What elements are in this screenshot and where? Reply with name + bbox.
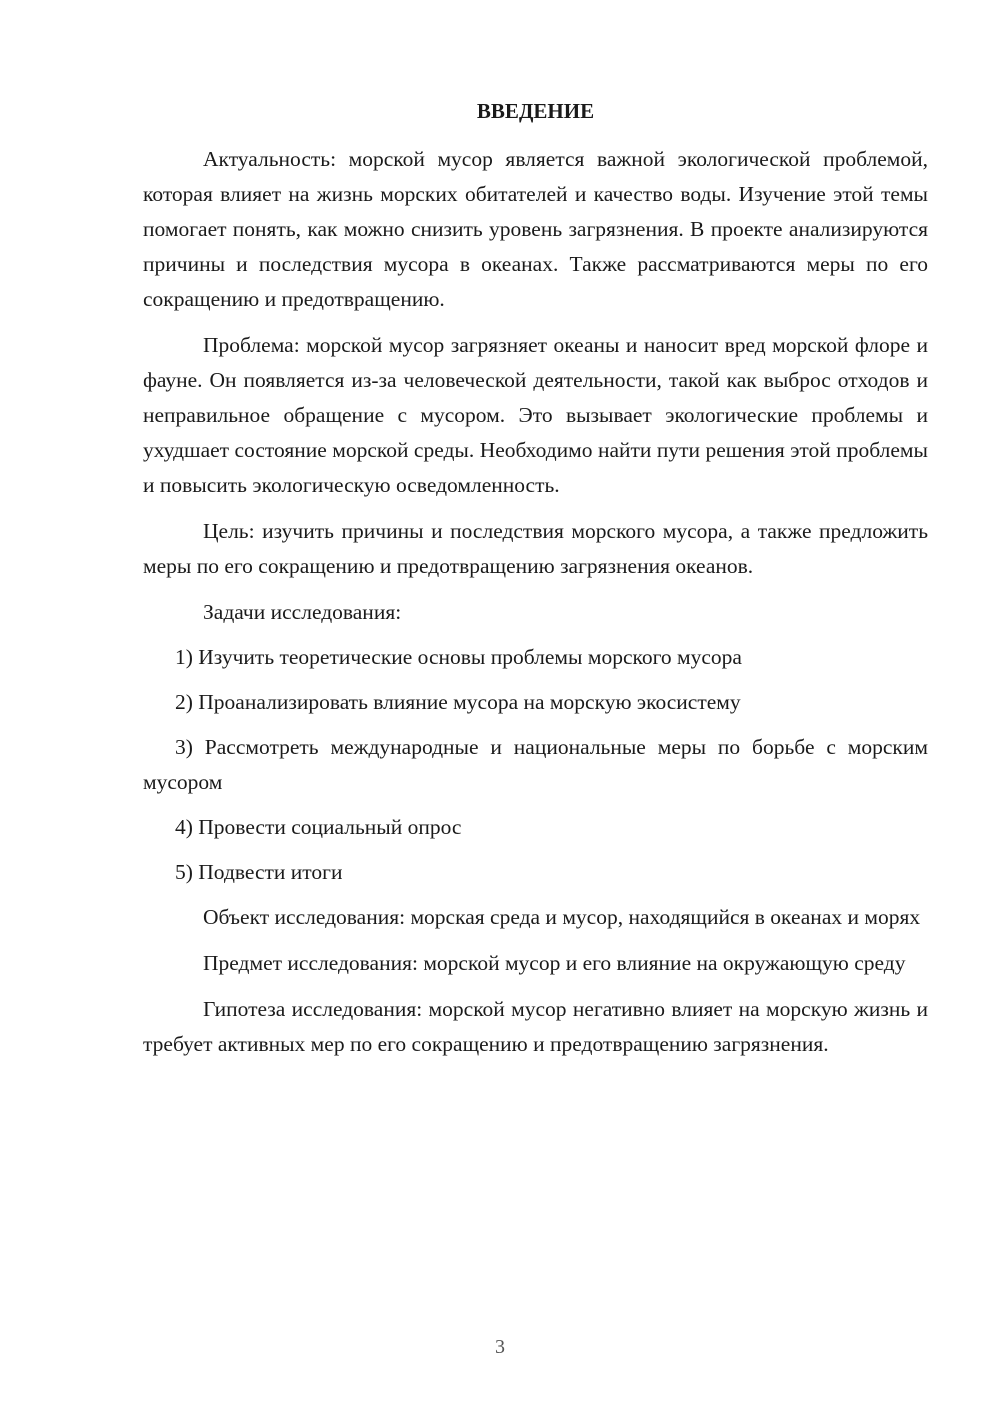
page-title: ВВЕДЕНИЕ <box>476 99 595 123</box>
list-item-task-5: 5) Подвести итоги <box>175 860 343 884</box>
paragraph-goal: Цель: изучить причины и последствия морского мусора, а также предложить меры по его сокращению и предотвращению загрязнения океанов. <box>143 519 928 578</box>
paragraph-subject: Предмет исследования: морской мусор и его влияние на окружающую среду <box>203 951 906 975</box>
paragraph-problem: Проблема: морской мусор загрязняет океаны и наносит вред морской флоре и фауне. Он появляется из-за человеческой деятельности, такой как выброс отходов и неправильное обращение с мусором. Это вызывает экологические проблемы и ухудшает состояние морской среды. Необходимо найти пути решения этой проблемы и повысить экологическую осведомленность. <box>143 333 928 497</box>
list-item-task-2: 2) Проанализировать влияние мусора на морскую экосистему <box>175 690 741 714</box>
tasks-heading: Задачи исследования: <box>203 600 402 624</box>
list-item-task-4: 4) Провести социальный опрос <box>175 815 462 839</box>
paragraph-hypothesis: Гипотеза исследования: морской мусор негативно влияет на морскую жизнь и требует активных мер по его сокращению и предотвращению загрязнения. <box>143 997 928 1056</box>
list-item-task-1: 1) Изучить теоретические основы проблемы морского мусора <box>175 645 742 669</box>
paragraph-object: Объект исследования: морская среда и мусор, находящийся в океанах и морях <box>203 905 921 929</box>
list-item-task-3: 3) Рассмотреть международные и национальные меры по борьбе с морским мусором <box>143 735 928 794</box>
page-number: 3 <box>495 1336 505 1358</box>
document-body <box>143 142 928 1073</box>
paragraph-relevance: Актуальность: морской мусор является важной экологической проблемой, которая влияет на жизнь морских обитателей и качество воды. Изучение этой темы помогает понять, как можно снизить уровень загрязнения. В проекте анализируются причины и последствия мусора в океанах. Также рассматриваются меры по его сокращению и предотвращению. <box>143 147 928 311</box>
